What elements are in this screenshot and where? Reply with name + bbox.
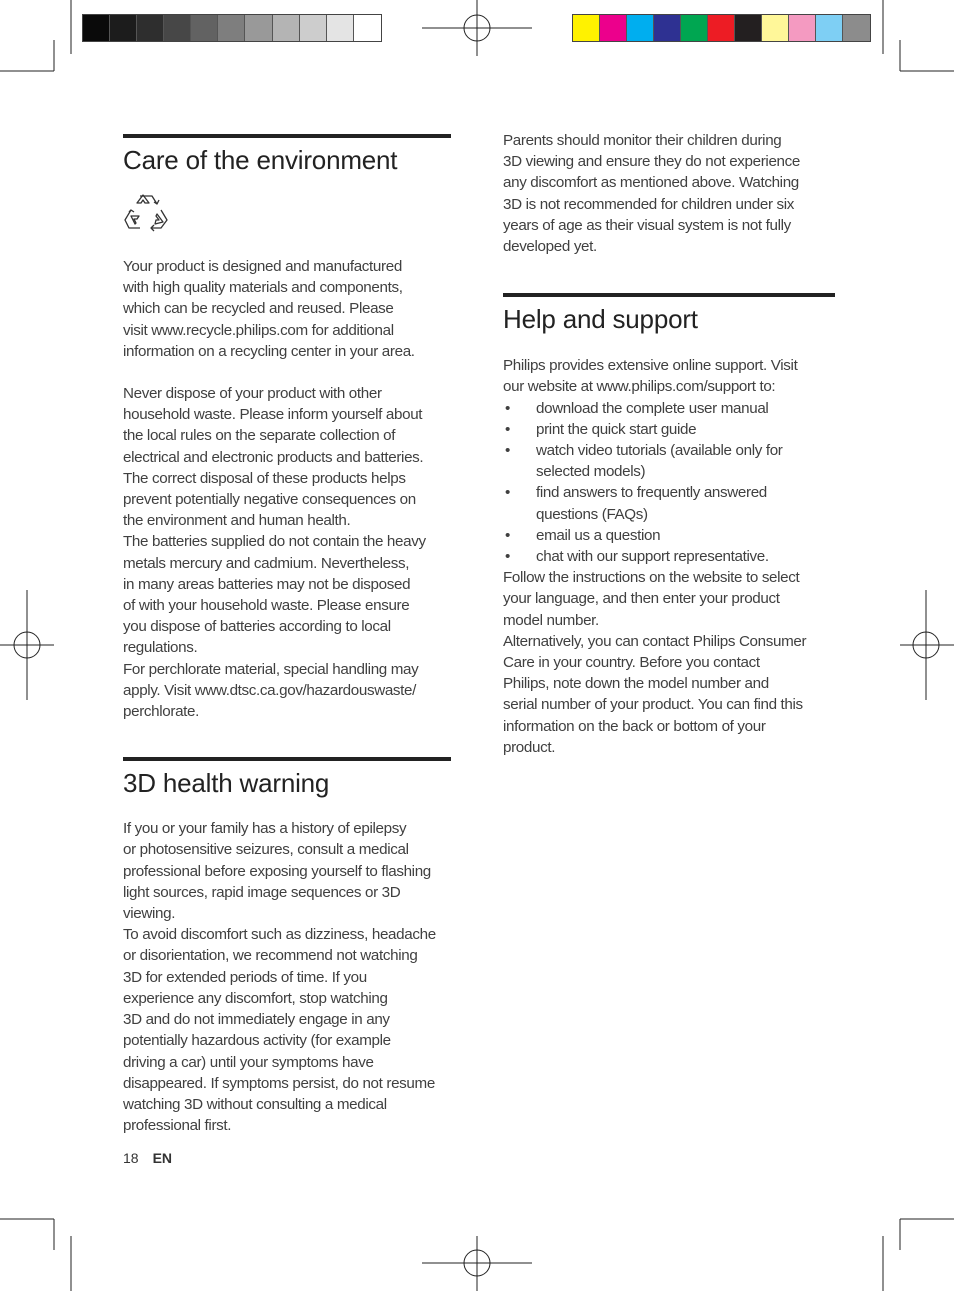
list-item [503,546,835,567]
health-heading: 3D health warning [123,768,330,799]
list-item [503,440,835,482]
care-paragraph-4: For perchlorate material, special handling may apply. Visit www.dtsc.ca.gov/hazardouswaste/ perchlorate. [123,660,419,721]
list-item-text: chat with our support representative. [536,548,769,566]
help-follow-paragraph: Follow the instructions on the website to select your language, and then enter your product model number. [503,569,800,629]
bullet: • [505,420,510,438]
registration-target-left [0,590,54,700]
care-paragraph-1: Your product is designed and manufactured with high quality materials and components, which can be recycled and reused. Please visit www.recycle.philips.com for additional information on a recycling center in your area. [123,258,415,360]
care-paragraph-3: The batteries supplied do not contain the heavy metals mercury and cadmium. Nevertheless, in many areas batteries may not be disposed of with your household waste. Please ensure you dispose of batteries according to local regulations. [123,533,426,657]
health-paragraph-2: To avoid discomfort such as dizziness, headache or disorientation, we recommend not watching 3D for extended periods of time. If you experience any discomfort, stop watching 3D and do not immediately engage in any potentially hazardous activity (for example driving a car) until your symptoms have disappeared. If symptoms persist, do not resume watching 3D without consulting a medical professional first. [123,926,436,1135]
support-list [503,398,835,568]
list-item [503,482,835,524]
help-intro: Philips provides extensive online support. Visit our website at www.philips.com/support to: [503,357,798,396]
bullet: • [505,548,510,566]
bullet: • [505,442,510,460]
list-item-text: find answers to frequently answered questions (FAQs) [536,484,767,523]
registration-target-bottom [422,1236,532,1291]
care-paragraph-2: Never dispose of your product with other household waste. Please inform yourself about the local rules on the separate collection of electrical and electronic products and batteries. The correct disposal of these products helps prevent potentially negative consequences on the environment and human health. [123,385,424,530]
list-item [503,398,835,419]
list-item-text: print the quick start guide [536,420,697,438]
list-item [503,525,835,546]
health-section [123,757,451,1136]
bullet: • [505,484,510,502]
children-warning-paragraph: Parents should monitor their children during 3D viewing and ensure they do not experience any discomfort as mentioned above. Watching 3D is not recommended for children under six years of age as their visual system is not fully developed yet. [503,132,800,256]
page-footer [123,1150,172,1166]
bullet: • [505,399,510,417]
registration-target-top [422,0,532,56]
left-column [123,134,451,1136]
language-code: EN [152,1150,173,1166]
page-number: 18 [123,1150,139,1166]
recycle-icon [123,190,451,234]
care-heading: Care of the environment [123,145,398,175]
list-item [503,419,835,440]
right-column [503,130,835,758]
registration-target-right [900,590,954,700]
list-item-text: download the complete user manual [536,399,769,417]
list-item-text: watch video tutorials (available only for selected models) [536,442,783,481]
help-section [503,293,835,758]
care-section [123,134,451,722]
bullet: • [505,526,510,544]
health-paragraph-1: If you or your family has a history of epilepsy or photosensitive seizures, consult a medical professional before exposing yourself to flashing light sources, rapid image sequences or 3D viewing. [123,820,431,923]
list-item-text: email us a question [536,526,661,544]
help-heading: Help and support [503,304,698,335]
help-alternative-paragraph: Alternatively, you can contact Philips Consumer Care in your country. Before you contact Philips, note down the model number and serial number of your product. You can find this information on the back or bottom of your product. [503,632,807,756]
